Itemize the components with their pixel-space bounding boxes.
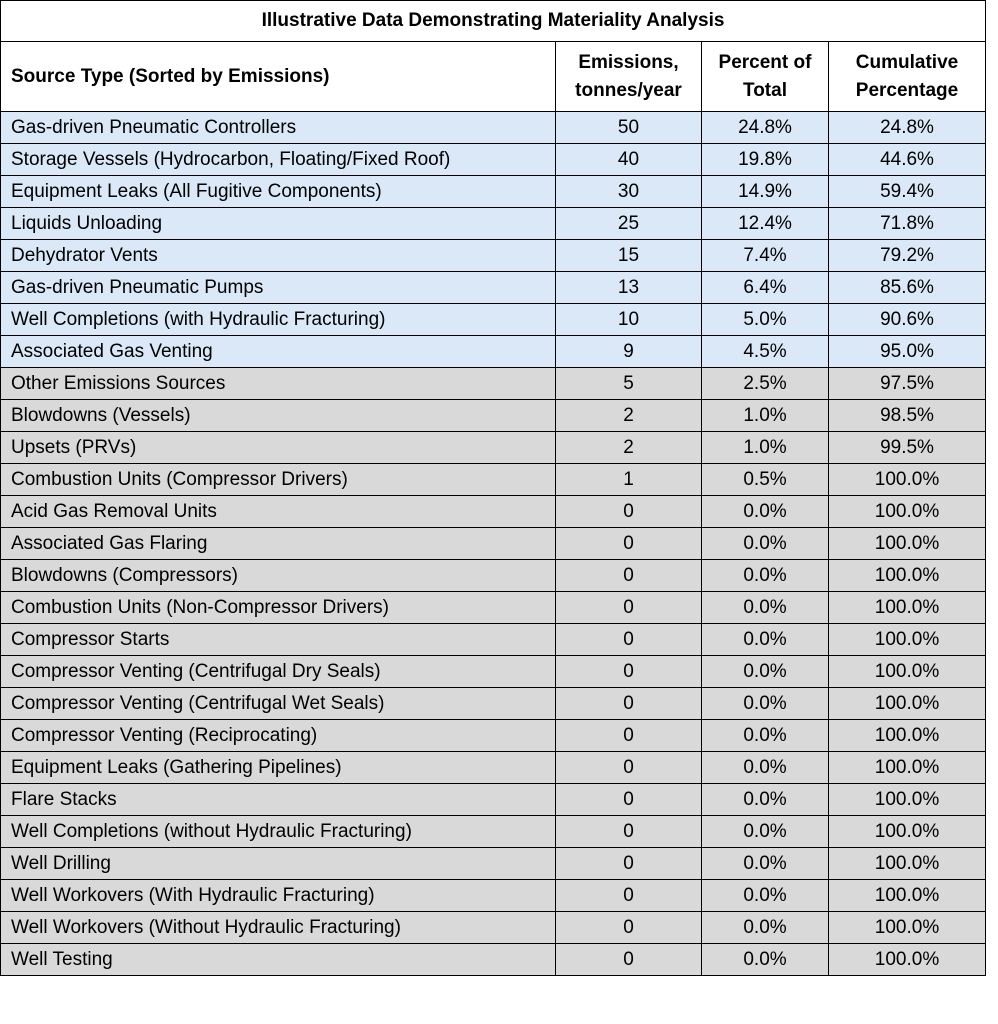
emissions-cell: 0 bbox=[556, 912, 702, 944]
table-row bbox=[1, 432, 986, 464]
column-header-source: Source Type (Sorted by Emissions) bbox=[1, 42, 556, 112]
cumulative-cell: 100.0% bbox=[829, 880, 986, 912]
percent-cell: 0.5% bbox=[702, 464, 829, 496]
cumulative-cell: 100.0% bbox=[829, 912, 986, 944]
cumulative-cell: 100.0% bbox=[829, 624, 986, 656]
percent-cell: 1.0% bbox=[702, 432, 829, 464]
source-cell: Combustion Units (Non-Compressor Drivers) bbox=[1, 592, 556, 624]
emissions-cell: 0 bbox=[556, 496, 702, 528]
emissions-cell: 0 bbox=[556, 592, 702, 624]
source-cell: Upsets (PRVs) bbox=[1, 432, 556, 464]
column-header-row bbox=[1, 42, 986, 112]
table-row bbox=[1, 944, 986, 976]
table-row bbox=[1, 368, 986, 400]
table-row bbox=[1, 240, 986, 272]
percent-cell: 0.0% bbox=[702, 656, 829, 688]
table-row bbox=[1, 560, 986, 592]
source-cell: Storage Vessels (Hydrocarbon, Floating/Fixed Roof) bbox=[1, 144, 556, 176]
emissions-cell: 0 bbox=[556, 752, 702, 784]
percent-cell: 0.0% bbox=[702, 816, 829, 848]
table-row bbox=[1, 464, 986, 496]
source-cell: Other Emissions Sources bbox=[1, 368, 556, 400]
emissions-cell: 1 bbox=[556, 464, 702, 496]
emissions-cell: 9 bbox=[556, 336, 702, 368]
emissions-cell: 30 bbox=[556, 176, 702, 208]
cumulative-cell: 100.0% bbox=[829, 496, 986, 528]
source-cell: Acid Gas Removal Units bbox=[1, 496, 556, 528]
percent-cell: 7.4% bbox=[702, 240, 829, 272]
emissions-cell: 2 bbox=[556, 432, 702, 464]
percent-cell: 1.0% bbox=[702, 400, 829, 432]
cumulative-cell: 99.5% bbox=[829, 432, 986, 464]
source-cell: Gas-driven Pneumatic Controllers bbox=[1, 112, 556, 144]
percent-cell: 2.5% bbox=[702, 368, 829, 400]
emissions-cell: 0 bbox=[556, 656, 702, 688]
cumulative-cell: 90.6% bbox=[829, 304, 986, 336]
column-header-cumulative: Cumulative Percentage bbox=[829, 42, 986, 112]
cumulative-cell: 100.0% bbox=[829, 656, 986, 688]
cumulative-cell: 100.0% bbox=[829, 528, 986, 560]
percent-cell: 6.4% bbox=[702, 272, 829, 304]
percent-cell: 0.0% bbox=[702, 496, 829, 528]
cumulative-cell: 100.0% bbox=[829, 720, 986, 752]
table-row bbox=[1, 784, 986, 816]
percent-cell: 0.0% bbox=[702, 560, 829, 592]
table-row bbox=[1, 112, 986, 144]
table-row bbox=[1, 624, 986, 656]
emissions-cell: 0 bbox=[556, 944, 702, 976]
source-cell: Associated Gas Venting bbox=[1, 336, 556, 368]
table-row bbox=[1, 304, 986, 336]
emissions-cell: 50 bbox=[556, 112, 702, 144]
emissions-cell: 5 bbox=[556, 368, 702, 400]
percent-cell: 0.0% bbox=[702, 784, 829, 816]
cumulative-cell: 95.0% bbox=[829, 336, 986, 368]
source-cell: Gas-driven Pneumatic Pumps bbox=[1, 272, 556, 304]
source-cell: Blowdowns (Vessels) bbox=[1, 400, 556, 432]
cumulative-cell: 71.8% bbox=[829, 208, 986, 240]
percent-cell: 0.0% bbox=[702, 720, 829, 752]
cumulative-cell: 97.5% bbox=[829, 368, 986, 400]
percent-cell: 5.0% bbox=[702, 304, 829, 336]
source-cell: Liquids Unloading bbox=[1, 208, 556, 240]
percent-cell: 24.8% bbox=[702, 112, 829, 144]
source-cell: Well Testing bbox=[1, 944, 556, 976]
cumulative-cell: 59.4% bbox=[829, 176, 986, 208]
emissions-cell: 15 bbox=[556, 240, 702, 272]
cumulative-cell: 100.0% bbox=[829, 752, 986, 784]
table-title: Illustrative Data Demonstrating Materiality Analysis bbox=[1, 1, 986, 42]
percent-cell: 0.0% bbox=[702, 848, 829, 880]
table-row bbox=[1, 912, 986, 944]
source-cell: Flare Stacks bbox=[1, 784, 556, 816]
source-cell: Compressor Starts bbox=[1, 624, 556, 656]
source-cell: Well Workovers (With Hydraulic Fracturing) bbox=[1, 880, 556, 912]
cumulative-cell: 100.0% bbox=[829, 464, 986, 496]
emissions-cell: 0 bbox=[556, 624, 702, 656]
source-cell: Blowdowns (Compressors) bbox=[1, 560, 556, 592]
cumulative-cell: 85.6% bbox=[829, 272, 986, 304]
table-row bbox=[1, 496, 986, 528]
cumulative-cell: 100.0% bbox=[829, 592, 986, 624]
table-row bbox=[1, 880, 986, 912]
percent-cell: 4.5% bbox=[702, 336, 829, 368]
emissions-cell: 2 bbox=[556, 400, 702, 432]
percent-cell: 0.0% bbox=[702, 752, 829, 784]
table-row bbox=[1, 208, 986, 240]
emissions-cell: 25 bbox=[556, 208, 702, 240]
percent-cell: 0.0% bbox=[702, 912, 829, 944]
cumulative-cell: 100.0% bbox=[829, 560, 986, 592]
table-row bbox=[1, 592, 986, 624]
percent-cell: 0.0% bbox=[702, 944, 829, 976]
percent-cell: 19.8% bbox=[702, 144, 829, 176]
table-row bbox=[1, 752, 986, 784]
table-row bbox=[1, 816, 986, 848]
cumulative-cell: 100.0% bbox=[829, 816, 986, 848]
source-cell: Dehydrator Vents bbox=[1, 240, 556, 272]
table-row bbox=[1, 144, 986, 176]
cumulative-cell: 100.0% bbox=[829, 848, 986, 880]
percent-cell: 0.0% bbox=[702, 592, 829, 624]
table-row bbox=[1, 688, 986, 720]
cumulative-cell: 98.5% bbox=[829, 400, 986, 432]
emissions-cell: 13 bbox=[556, 272, 702, 304]
emissions-cell: 0 bbox=[556, 688, 702, 720]
table-row bbox=[1, 176, 986, 208]
table-row bbox=[1, 656, 986, 688]
emissions-cell: 0 bbox=[556, 848, 702, 880]
percent-cell: 14.9% bbox=[702, 176, 829, 208]
source-cell: Equipment Leaks (Gathering Pipelines) bbox=[1, 752, 556, 784]
emissions-cell: 0 bbox=[556, 560, 702, 592]
table-row bbox=[1, 400, 986, 432]
emissions-cell: 0 bbox=[556, 880, 702, 912]
table-title-row bbox=[1, 1, 986, 42]
source-cell: Well Completions (with Hydraulic Fracturing) bbox=[1, 304, 556, 336]
source-cell: Compressor Venting (Reciprocating) bbox=[1, 720, 556, 752]
percent-cell: 0.0% bbox=[702, 528, 829, 560]
emissions-cell: 0 bbox=[556, 816, 702, 848]
cumulative-cell: 79.2% bbox=[829, 240, 986, 272]
table-row bbox=[1, 848, 986, 880]
table-row bbox=[1, 272, 986, 304]
emissions-cell: 10 bbox=[556, 304, 702, 336]
cumulative-cell: 44.6% bbox=[829, 144, 986, 176]
percent-cell: 0.0% bbox=[702, 624, 829, 656]
emissions-cell: 0 bbox=[556, 720, 702, 752]
source-cell: Well Completions (without Hydraulic Fracturing) bbox=[1, 816, 556, 848]
source-cell: Well Drilling bbox=[1, 848, 556, 880]
source-cell: Combustion Units (Compressor Drivers) bbox=[1, 464, 556, 496]
source-cell: Well Workovers (Without Hydraulic Fracturing) bbox=[1, 912, 556, 944]
percent-cell: 12.4% bbox=[702, 208, 829, 240]
percent-cell: 0.0% bbox=[702, 880, 829, 912]
table-row bbox=[1, 720, 986, 752]
table-row bbox=[1, 336, 986, 368]
table-body bbox=[1, 112, 986, 976]
cumulative-cell: 100.0% bbox=[829, 688, 986, 720]
cumulative-cell: 24.8% bbox=[829, 112, 986, 144]
column-header-percent: Percent of Total bbox=[702, 42, 829, 112]
column-header-emissions: Emissions, tonnes/year bbox=[556, 42, 702, 112]
cumulative-cell: 100.0% bbox=[829, 784, 986, 816]
cumulative-cell: 100.0% bbox=[829, 944, 986, 976]
percent-cell: 0.0% bbox=[702, 688, 829, 720]
emissions-cell: 0 bbox=[556, 784, 702, 816]
emissions-cell: 40 bbox=[556, 144, 702, 176]
source-cell: Equipment Leaks (All Fugitive Components) bbox=[1, 176, 556, 208]
source-cell: Compressor Venting (Centrifugal Dry Seals) bbox=[1, 656, 556, 688]
table-row bbox=[1, 528, 986, 560]
source-cell: Compressor Venting (Centrifugal Wet Seals) bbox=[1, 688, 556, 720]
emissions-cell: 0 bbox=[556, 528, 702, 560]
source-cell: Associated Gas Flaring bbox=[1, 528, 556, 560]
